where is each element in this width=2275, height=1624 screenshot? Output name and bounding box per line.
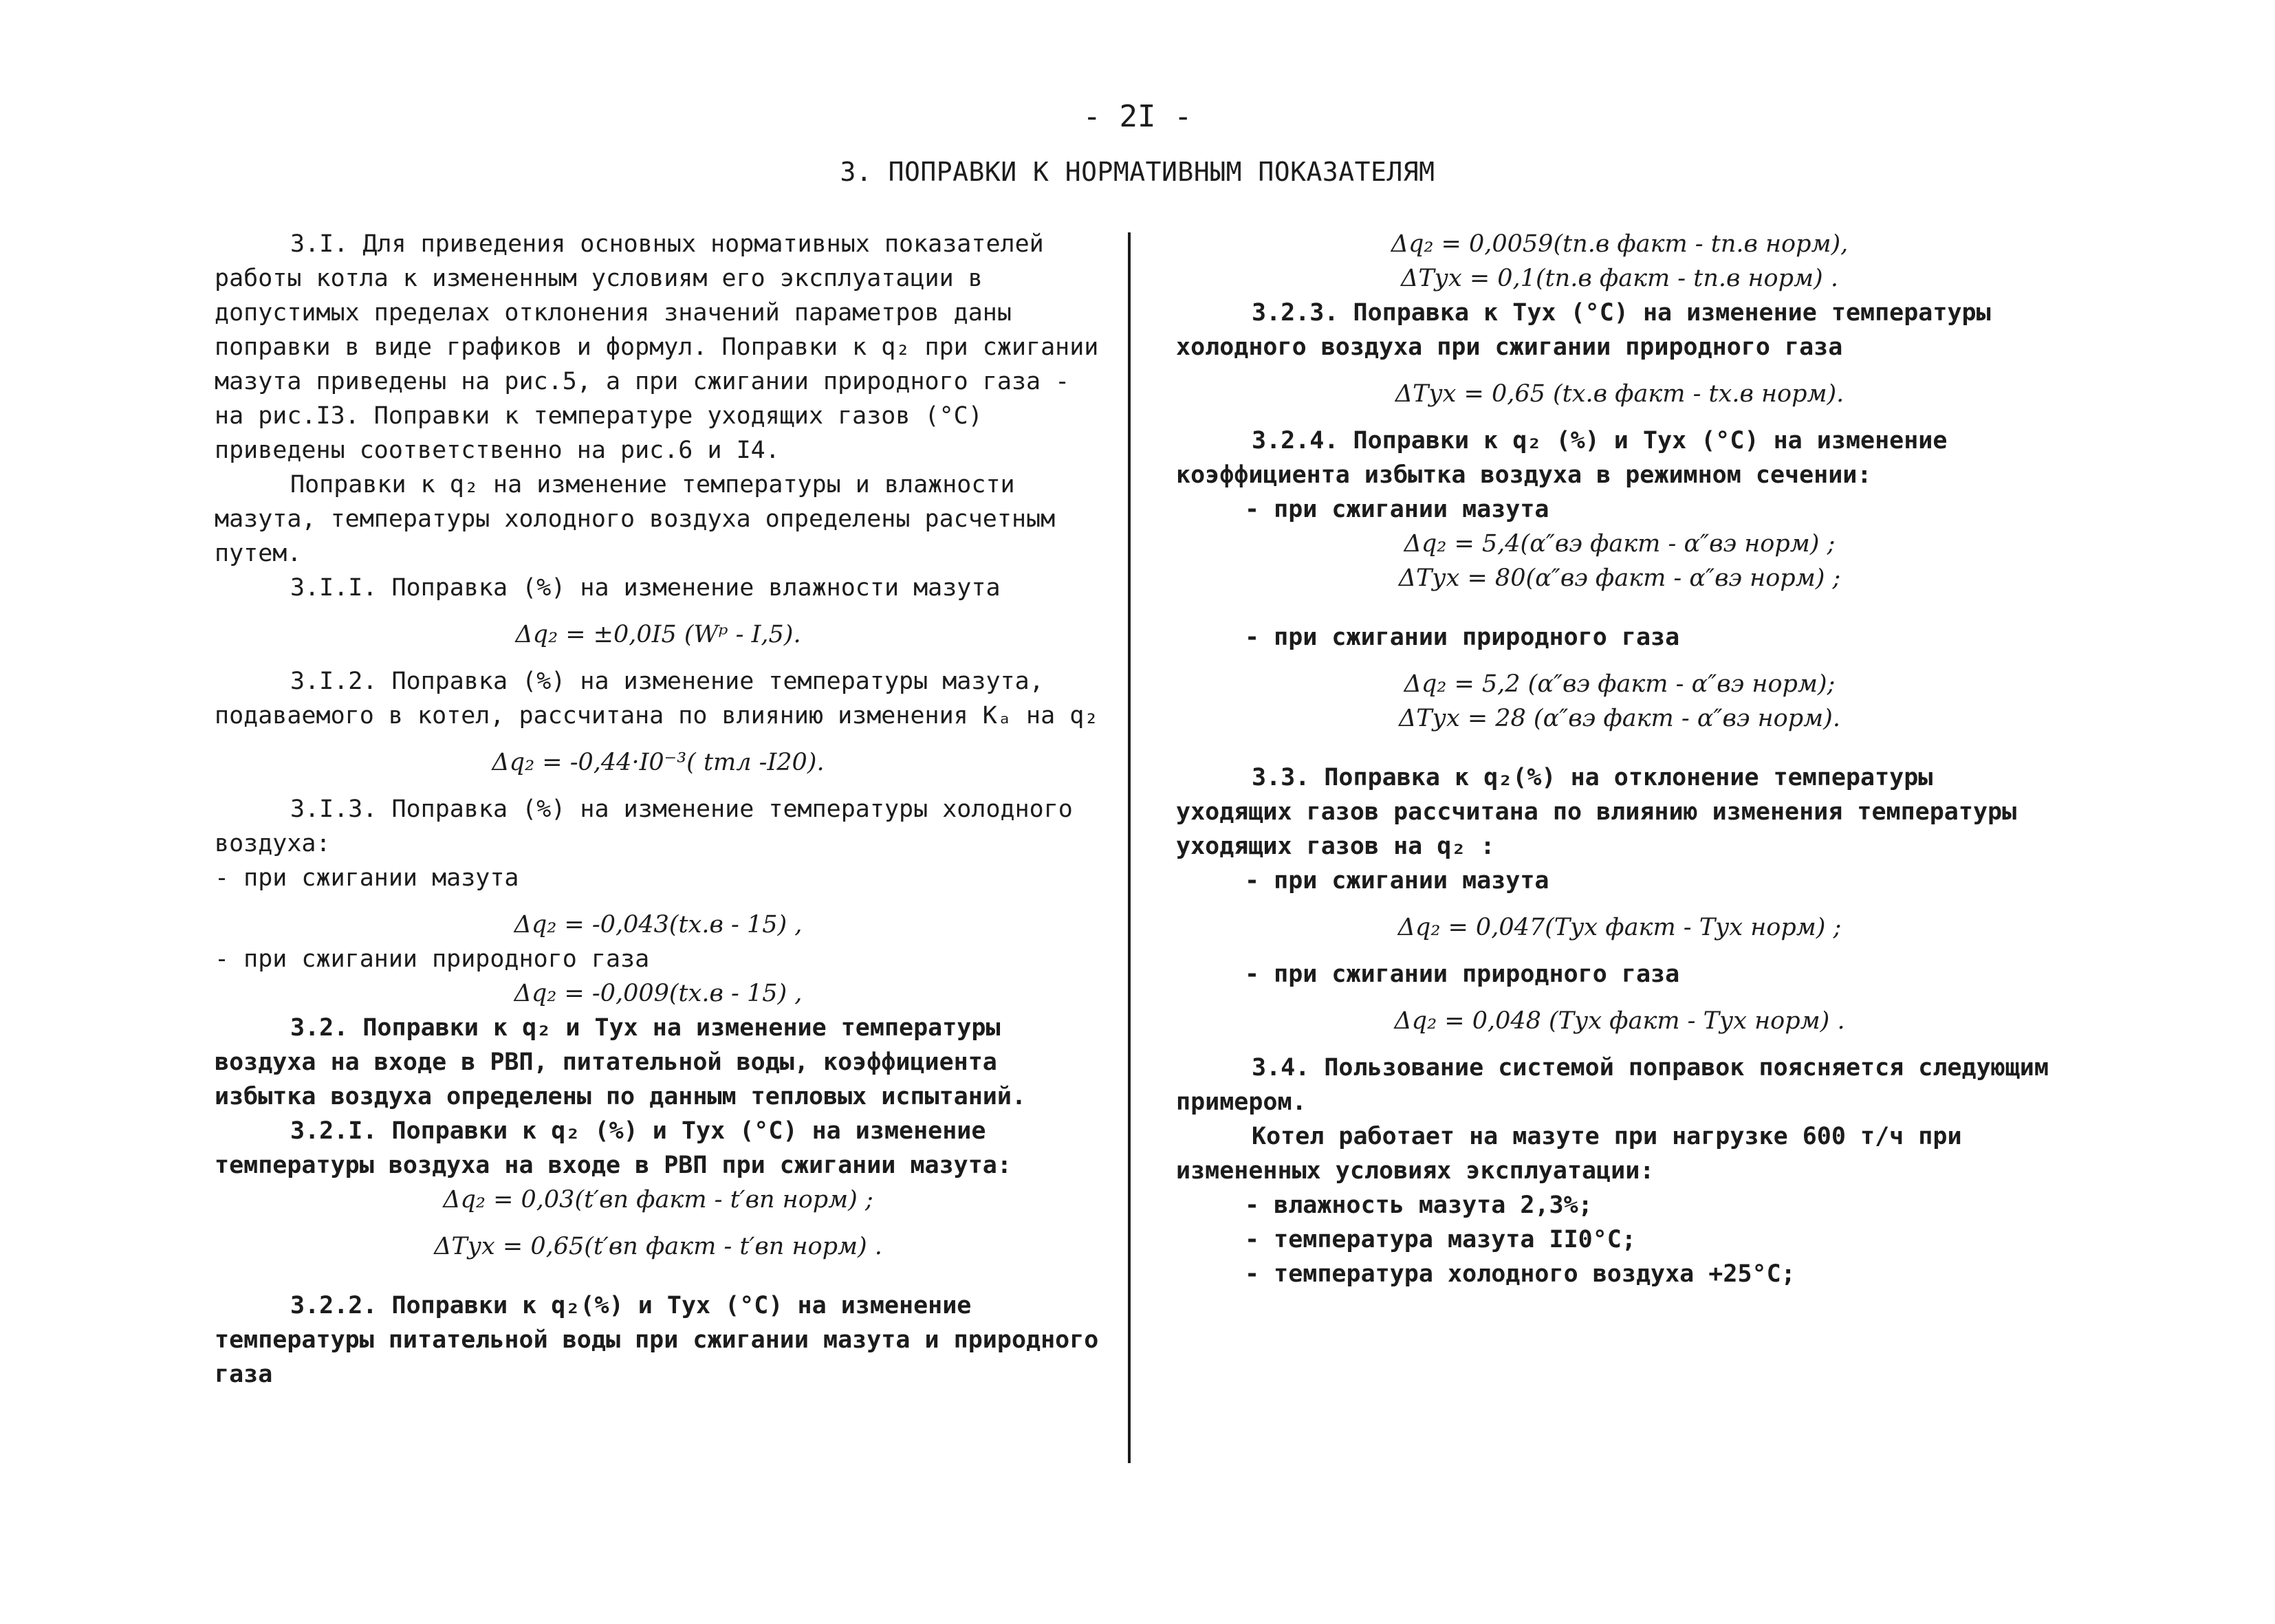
item-fuel-oil-2: - при сжигании мазута [1245, 496, 1549, 523]
formula-cold-air-tux: ΔTух = 0,65 (tх.в факт - tх.в норм). [1395, 380, 1844, 408]
formula-feedwater-tux: ΔTух = 0,1(tп.в факт - tп.в норм) . [1401, 265, 1838, 292]
formula-feedwater-q2: Δq₂ = 0,0059(tп.в факт - tп.в норм), [1391, 230, 1849, 258]
paragraph-3-2-3: 3.2.3. Поправка к Tух (°С) на изменение температуры холодного воздуха при сжигании природного газа [1176, 299, 2005, 361]
right-column [1176, 227, 2063, 1291]
paragraph-3-1: 3.I. Для приведения основных нормативных показателей работы котла к измененным условиям его эксплуатации в допустимых пределах отклонения значений параметров даны поправки в виде графиков и формул. Поправки к q₂ при сжигании мазута приведены на рис.5, а при сжигании природного газа - на рис.I3. Поправки к температуре уходящих газов (°С) приведены соответственно на рис.6 и I4. [215, 230, 1113, 464]
formula-cold-air-oil: Δq₂ = -0,043(tх.в - 15) , [514, 911, 803, 939]
item-natural-gas: - при сжигании природного газа [215, 945, 650, 973]
list-item-moisture: - влажность мазута 2,3%; [1245, 1192, 1593, 1219]
item-natural-gas-2: - при сжигании природного газа [1245, 624, 1680, 651]
column-divider [1128, 232, 1131, 1463]
paragraph-3-3: 3.3. Поправка к q₂(%) на отклонение температуры уходящих газов рассчитана по влиянию изменения температуры уходящих газов на q₂ : [1176, 764, 2032, 860]
section-title: 3. ПОПРАВКИ К НОРМАТИВНЫМ ПОКАЗАТЕЛЯМ [840, 157, 1435, 187]
formula-rvp-tux: ΔTух = 0,65(t′вп факт - t′вп норм) . [434, 1233, 882, 1260]
formula-flue-gas-gas: Δq₂ = 0,048 (Tух факт - Tух норм) . [1394, 1007, 1845, 1035]
paragraph-example: Котел работает на мазуте при нагрузке 600 т/ч при измененных условиях эксплуатации: [1176, 1123, 1977, 1185]
formula-excess-air-gas-tux: ΔTух = 28 (α″вэ факт - α″вэ норм). [1399, 705, 1840, 732]
list-item-fuel-temp: - температура мазута II0°С; [1245, 1226, 1636, 1253]
paragraph-3-1-1: 3.I.I. Поправка (%) на изменение влажности мазута [290, 574, 1001, 602]
page-number: - 2I - [1082, 99, 1193, 134]
paragraph-3-4: 3.4. Пользование системой поправок поясняется следующим примером. [1176, 1054, 2064, 1116]
formula-moisture: Δq₂ = ±0,0I5 (Wᵖ - I,5). [515, 621, 801, 648]
formula-excess-air-gas-q2: Δq₂ = 5,2 (α″вэ факт - α″вэ норм); [1404, 670, 1836, 698]
left-column [215, 227, 1113, 1392]
paragraph-3-1-2: 3.I.2. Поправка (%) на изменение температуры мазута, подаваемого в котел, рассчитана по влиянию изменения Kₐ на q₂ [215, 668, 1099, 729]
formula-excess-air-oil-tux: ΔTух = 80(α″вэ факт - α″вэ норм) ; [1398, 564, 1841, 592]
item-fuel-oil: - при сжигании мазута [215, 864, 519, 892]
paragraph-3-2: 3.2. Поправки к q₂ и Tух на изменение температуры воздуха на входе в РВП, питательной воды, коэффициента избытка воздуха определены по данным тепловых испытаний. [215, 1014, 1027, 1110]
paragraph-3-1-3: 3.I.3. Поправка (%) на изменение температуры холодного воздуха: [215, 795, 1087, 857]
paragraph-3-2-1: 3.2.I. Поправки к q₂ (%) и Tух (°С) на изменение температуры воздуха на входе в РВП при сжигании мазута: [215, 1117, 1012, 1179]
formula-flue-gas-oil: Δq₂ = 0,047(Tух факт - Tух норм) ; [1397, 914, 1842, 941]
item-natural-gas-3: - при сжигании природного газа [1245, 961, 1680, 988]
paragraph-3-2-4: 3.2.4. Поправки к q₂ (%) и Tух (°С) на изменение коэффициента избытка воздуха в режимном сечении: [1176, 427, 1962, 489]
list-item-cold-air: - температура холодного воздуха +25°С; [1245, 1260, 1796, 1288]
formula-excess-air-oil-q2: Δq₂ = 5,4(α″вэ факт - α″вэ норм) ; [1404, 530, 1836, 558]
paragraph-q2-corrections: Поправки к q₂ на изменение температуры и влажности мазута, температуры холодного воздуха определены расчетным путем. [215, 471, 1070, 567]
formula-cold-air-gas: Δq₂ = -0,009(tх.в - 15) , [514, 980, 803, 1007]
paragraph-3-2-2: 3.2.2. Поправки к q₂(%) и Tух (°С) на изменение температуры питательной воды при сжигании мазута и природного газа [215, 1292, 1113, 1388]
formula-fuel-temperature: Δq₂ = -0,44·I0⁻³( tтл -I20). [492, 749, 825, 776]
formula-rvp-q2: Δq₂ = 0,03(t′вп факт - t′вп норм) ; [443, 1186, 873, 1214]
item-fuel-oil-3: - при сжигании мазута [1245, 867, 1549, 895]
